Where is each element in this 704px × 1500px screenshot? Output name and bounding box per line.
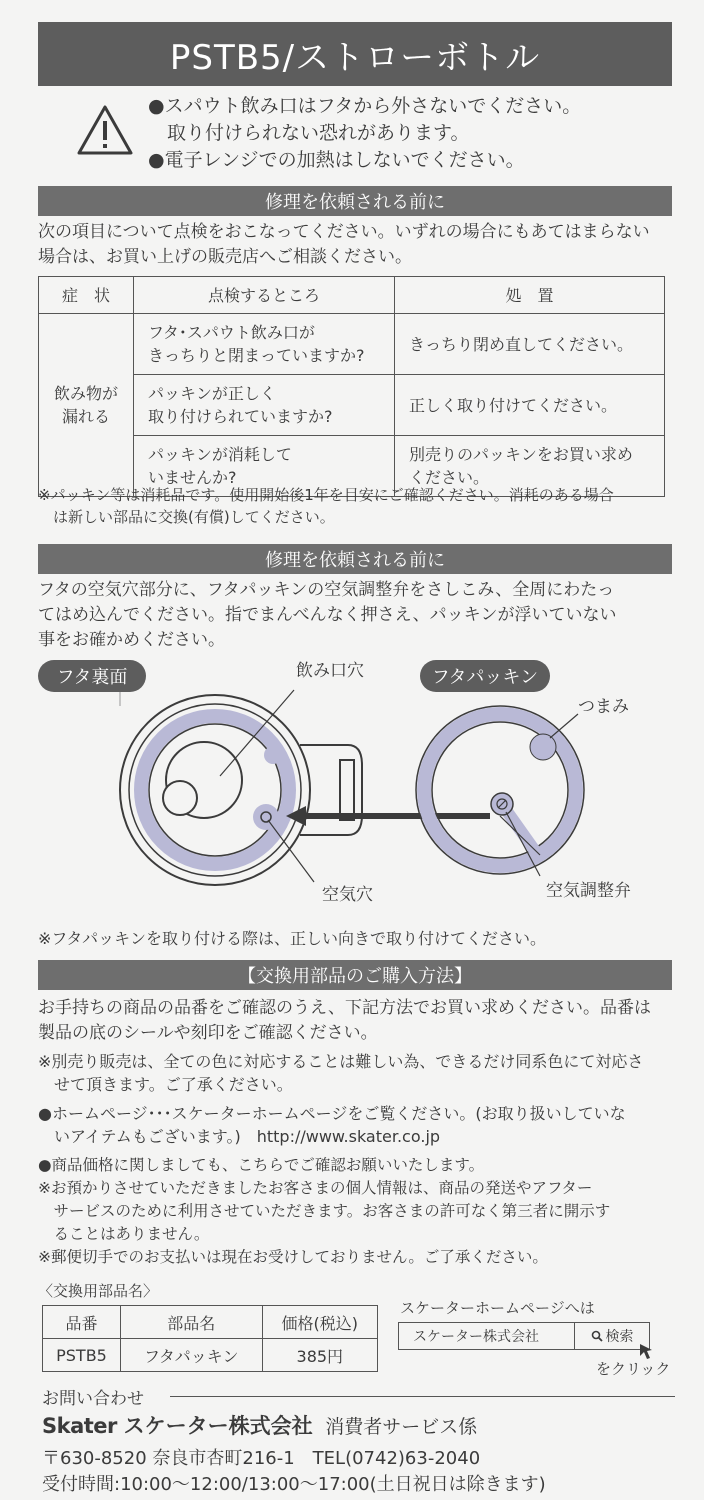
th-check: 点検するところ bbox=[134, 277, 395, 314]
color-note: ※別売り販売は、全ての色に対応することは難しい為、できるだけ同系色にて対応さ せて頂きます。ご了承ください。 bbox=[38, 1052, 644, 1094]
section-header-repair-check: 修理を依頼される前に bbox=[38, 186, 672, 216]
label-air-valve: 空気調整弁 bbox=[546, 881, 631, 901]
contact-address: 〒630-8520 奈良市杏町216-1 TEL(0742)63-2040 bbox=[42, 1448, 481, 1469]
parts-caption: 〈交換用部品名〉 bbox=[38, 1282, 159, 1300]
parts-th-price: 価格(税込) bbox=[262, 1306, 377, 1339]
parts-name: フタパッキン bbox=[120, 1339, 262, 1372]
parts-price: 385円 bbox=[262, 1339, 377, 1372]
check-cell: パッキンが正しく 取り付けられていますか? bbox=[134, 375, 395, 436]
parts-table bbox=[42, 1305, 378, 1372]
parts-th-code: 品番 bbox=[43, 1306, 121, 1339]
warning-icon bbox=[76, 104, 134, 156]
gasket-orientation-note: ※フタパッキンを取り付ける際は、正しい向きで取り付けてください。 bbox=[38, 929, 546, 948]
check-cell: フタ･スパウト飲み口が きっちりと閉まっていますか? bbox=[134, 314, 395, 375]
search-field-text: スケーター株式会社 bbox=[399, 1323, 575, 1349]
section2-intro: フタの空気穴部分に、フタパッキンの空気調整弁をさしこみ、全周にわたっ てはめ込んでください。指でまんべんなく押さえ、パッキンが浮いていない 事をお確かめください。 bbox=[38, 580, 617, 650]
company-name: スケーター株式会社 bbox=[123, 1414, 313, 1438]
section3-intro: お手持ちの商品の品番をご確認のうえ、下記方法でお買い求めください。品番は 製品の底のシールや刻印をご確認ください。 bbox=[38, 998, 652, 1043]
warning-text: ●スパウト飲み口はフタから外さないでください。 取り付けられない恐れがあります。 ●電子レンジでの加熱はしないでください。 bbox=[148, 95, 582, 171]
search-caption: スケーターホームページへは bbox=[400, 1299, 595, 1317]
parts-code: PSTB5 bbox=[43, 1339, 121, 1372]
search-box bbox=[398, 1322, 650, 1350]
symptom-cell: 飲み物が 漏れる bbox=[39, 314, 134, 497]
section-header-purchase: 【交換用部品のご購入方法】 bbox=[38, 960, 672, 990]
lid-underside-drawing bbox=[120, 692, 362, 885]
troubleshooting-table bbox=[38, 276, 665, 497]
label-air-hole: 空気穴 bbox=[322, 885, 373, 905]
department: 消費者サービス係 bbox=[325, 1416, 478, 1438]
parts-th-name: 部品名 bbox=[120, 1306, 262, 1339]
homepage-text: ●ホームページ･･･スケーターホームページをご覧ください。(お取り扱いしていな いアイテムもございます。) http://www.skater.co.jp bbox=[38, 1104, 626, 1146]
th-action: 処 置 bbox=[395, 277, 665, 314]
gasket-diagram bbox=[100, 650, 660, 910]
search-icon bbox=[591, 1330, 603, 1342]
lid-underside-label: フタ裏面 bbox=[38, 660, 146, 692]
action-cell: 別売りのパッキンをお買い求め ください。 bbox=[395, 436, 665, 497]
section-header-gasket: 修理を依頼される前に bbox=[38, 544, 672, 574]
privacy-notes: ●商品価格に関しましても、こちらでご確認お願いいたします。 ※お預かりさせていただきましたお客さまの個人情報は、商品の発送やアフター サービスのために利用させていただきます。お客さまの許可なく第三者に開示す ることはありません。 ※郵便切手でのお支払いは現在お受けしておりません。ご了承ください。 bbox=[38, 1156, 611, 1266]
consumable-note: ※パッキン等は消耗品です。使用開始後1年を目安にご確認ください。消耗のある場合 は新しい部品に交換(有償)してください。 bbox=[38, 486, 614, 526]
lid-gasket-label: フタパッキン bbox=[420, 660, 550, 692]
contact-hours: 受付時間:10:00～12:00/13:00～17:00(土日祝日は除きます) bbox=[42, 1474, 546, 1495]
check-cell: パッキンが消耗して いませんか? bbox=[134, 436, 395, 497]
contact-divider bbox=[170, 1396, 675, 1397]
action-cell: 正しく取り付けてください。 bbox=[395, 375, 665, 436]
contact-heading: お問い合わせ bbox=[42, 1389, 144, 1409]
company-line bbox=[42, 1410, 477, 1440]
search-button: 検索 bbox=[575, 1323, 649, 1349]
brand-logo: Skater bbox=[42, 1414, 117, 1438]
action-cell: きっちり閉め直してください。 bbox=[395, 314, 665, 375]
page-title: PSTB5/ストローボトル bbox=[38, 22, 672, 86]
section1-intro: 次の項目について点検をおこなってください。いずれの場合にもあてはまらない 場合は、お買い上げの販売店へご相談ください。 bbox=[38, 222, 650, 267]
label-mouth-hole: 飲み口穴 bbox=[296, 661, 364, 681]
label-knob: つまみ bbox=[578, 697, 629, 717]
click-instruction: をクリック bbox=[596, 1360, 671, 1378]
th-symptom: 症 状 bbox=[39, 277, 134, 314]
